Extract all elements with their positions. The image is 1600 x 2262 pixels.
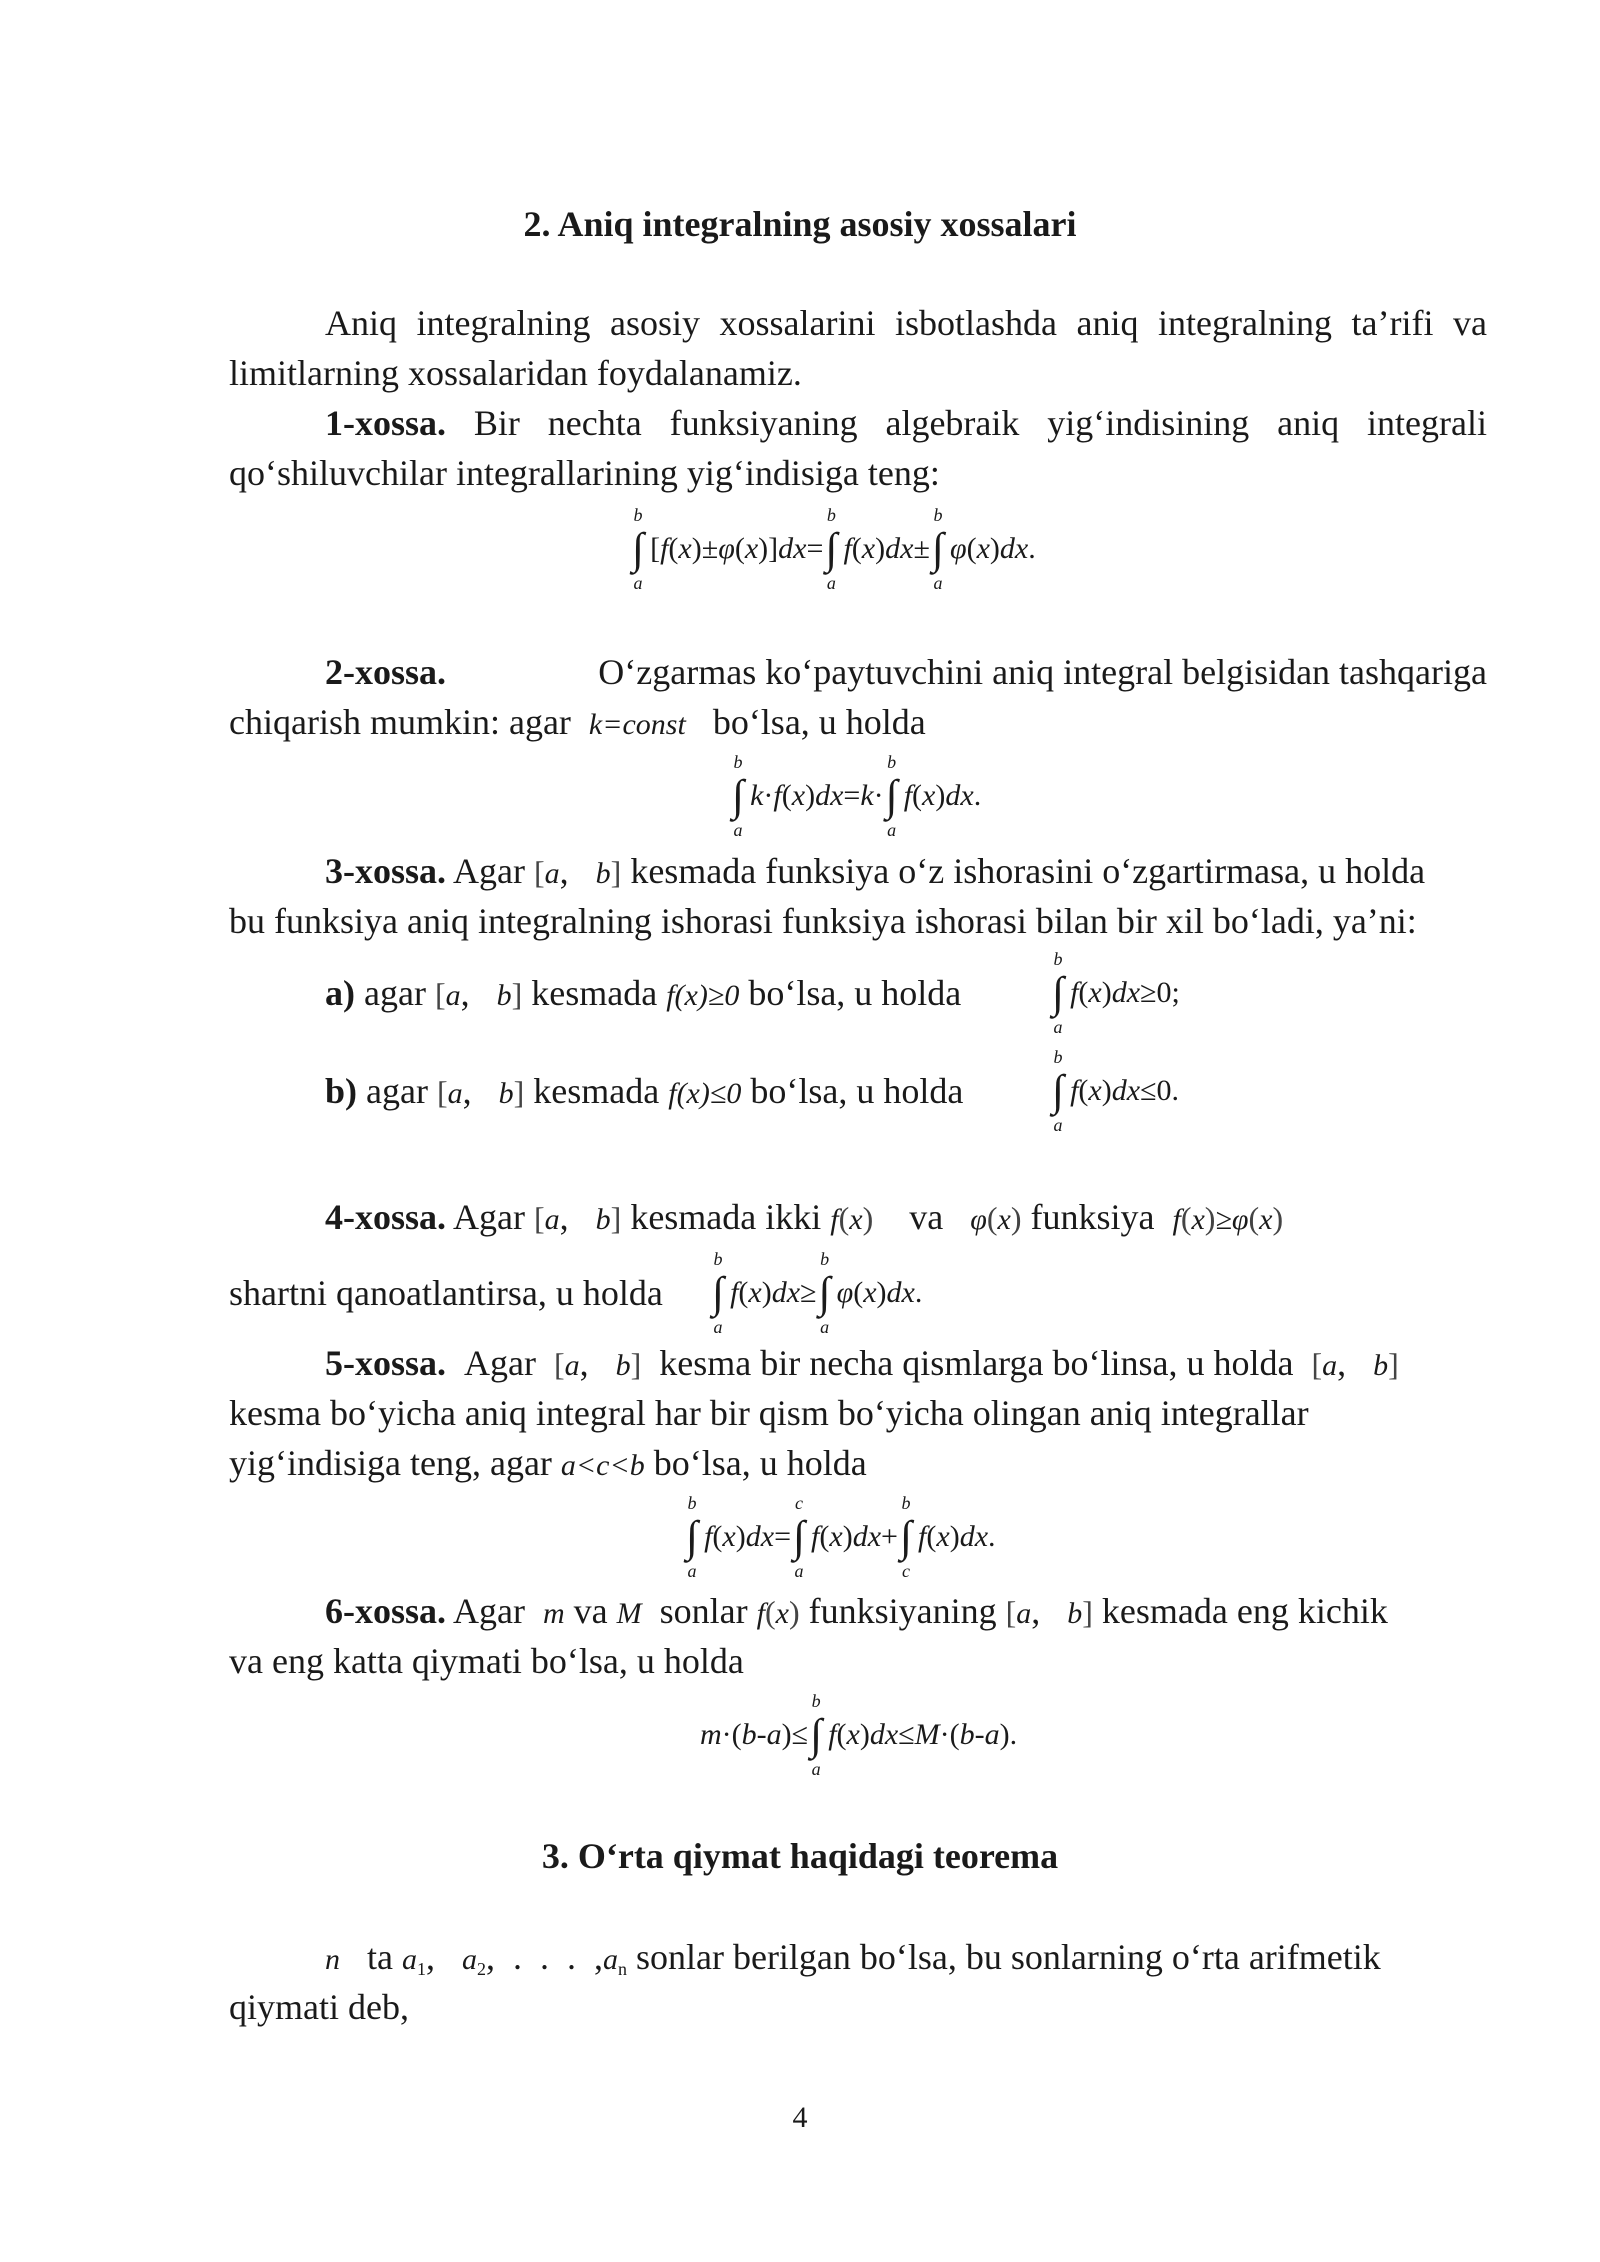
property-6-line-1: 6-xossa. Agar m va M sonlar f(x) funksiyaning [a, b] kesmada eng kichik (325, 1591, 1388, 1631)
property-2-line-2: chiqarish mumkin: agar k=const bo‘lsa, u holda (229, 702, 926, 742)
property-5-line-2: kesma bo‘yicha aniq integral har bir qism bo‘yicha olingan aniq integrallar (229, 1393, 1309, 1433)
section-3-title: 3. O‘rta qiymat haqidagi teorema (541, 1836, 1059, 1876)
property-3-line-2: bu funksiya aniq integralning ishorasi funksiya ishorasi bilan bir xil bo‘ladi, ya’ni: (229, 901, 1417, 941)
formula-property-4: b ∫ a f(x)dx≥ b ∫ a φ(x)dx. (712, 1249, 923, 1337)
formula-property-6: m·(b-a)≤ b ∫ a f(x)dx≤M·(b-a). (700, 1691, 1018, 1779)
property-3-line-1: 3-xossa. Agar [a, b] kesmada funksiya o‘z ishorasini o‘zgartirmasa, u holda (325, 851, 1426, 891)
section-2-intro: Aniq integralning asosiy xossalarini isbotlashda aniq integralning ta’rifi va limitlarning xossalaridan foydalanamiz. (229, 303, 1487, 393)
property-4-line-2: shartni qanoatlantirsa, u holda (229, 1273, 663, 1313)
section-2-title: 2. Aniq integralning asosiy xossalari (523, 204, 1077, 244)
formula-property-2: b ∫ a k·f(x)dx=k· b ∫ a f(x)dx. (732, 752, 982, 840)
formula-property-3b: b ∫ a f(x)dx≤0. (1052, 1047, 1180, 1135)
formula-property-3a: b ∫ a f(x)dx≥0; (1052, 949, 1180, 1037)
section-3-line-2: qiymati deb, (229, 1987, 409, 2027)
property-4-line-1: 4-xossa. Agar [a, b] kesmada ikki f(x) va φ(x) funksiya f(x)≥φ(x) (325, 1197, 1284, 1237)
property-5-line-3: yig‘indisiga teng, agar a<c<b bo‘lsa, u holda (229, 1443, 867, 1483)
property-1-text: 1-xossa. Bir nechta funksiyaning algebraik yig‘indisining aniq integrali qo‘shiluvchilar integrallarining yig‘indisiga teng: (229, 403, 1487, 493)
property-5-line-1: 5-xossa. Agar [a, b] kesma bir necha qismlarga bo‘linsa, u holda [a, b] (325, 1343, 1399, 1383)
property-3a: a) agar [a, b] kesmada f(x)≥0 bo‘lsa, u holda (325, 973, 962, 1013)
property-2-line-1: 2-xossa. (325, 652, 447, 692)
page-number: 4 (792, 2101, 808, 2134)
property-6-line-2: va eng katta qiymati bo‘lsa, u holda (229, 1641, 744, 1681)
property-2-text: O‘zgarmas ko‘paytuvchini aniq integral belgisidan tashqariga (598, 652, 1487, 692)
property-3b: b) agar [a, b] kesmada f(x)≤0 bo‘lsa, u holda (325, 1071, 964, 1111)
section-3-line-1: n ta $a_1$, $a_2$, . . . $,a_n$ sonlar berilgan bo‘lsa, bu sonlarning o‘rta arifmetik (325, 1937, 1381, 1979)
formula-property-1: b ∫ a [f(x)±φ(x)]dx= b ∫ a f(x)dx± b ∫ a φ(x)dx. (632, 505, 1036, 593)
formula-property-5: b ∫ a f(x)dx= c ∫ a f(x)dx+ b ∫ c f(x)dx. (686, 1493, 996, 1581)
